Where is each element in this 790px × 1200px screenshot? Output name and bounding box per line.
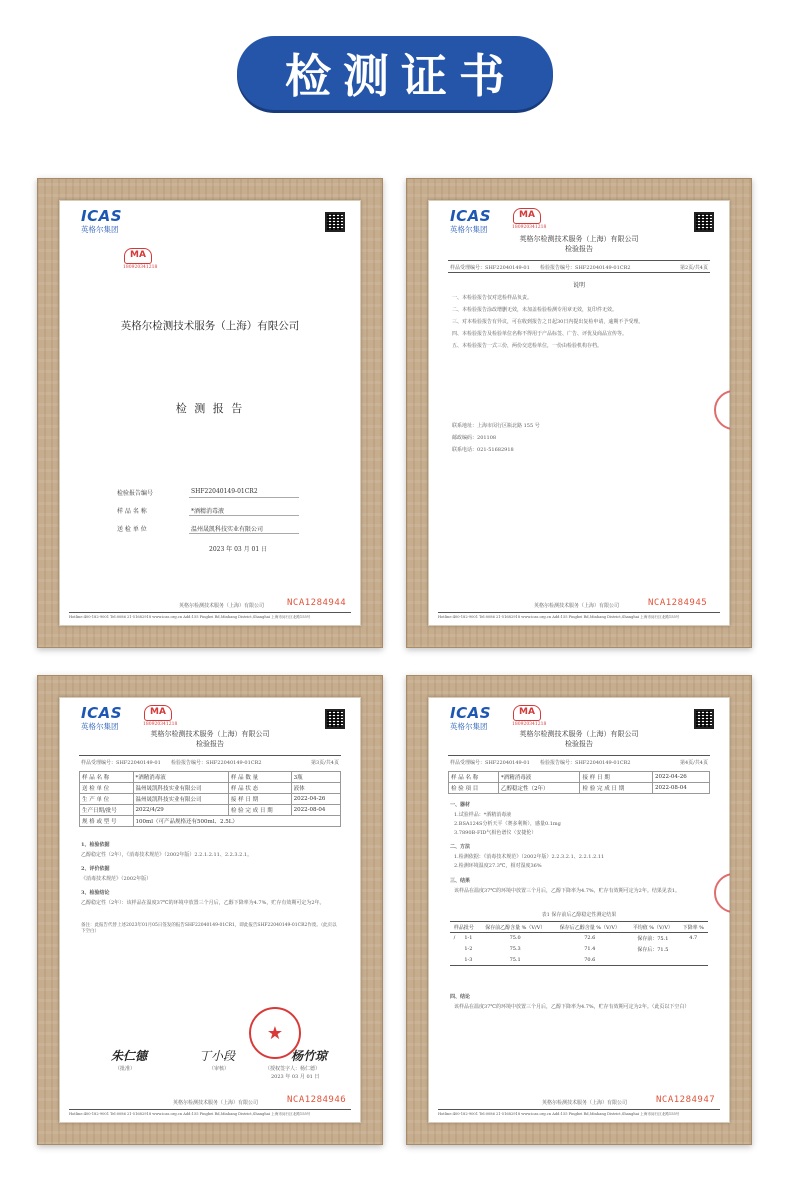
contact-value: 021-51682918 xyxy=(477,447,514,453)
check-no: SHF22040149-01CR2 xyxy=(575,265,631,271)
section-body: 乙醇稳定性（2年），《消毒技术规范》（2002年版）2.2.1.2.11、2.2.3.2.1。 xyxy=(81,852,253,858)
contact-label: 邮政编码： xyxy=(452,435,478,441)
certificate-frame-results[interactable] xyxy=(406,675,752,1145)
check-no: SHF22040149-01CR2 xyxy=(206,760,262,766)
page-number: 第2页/共4页 xyxy=(679,265,708,271)
icas-logo: ICAS 英格尔集团 xyxy=(81,704,123,731)
page-number: 第3页/共4页 xyxy=(310,760,339,766)
section-body: 《消毒技术规范》（2002年版） xyxy=(81,876,152,882)
table-row: 生 产 单 位 温州晟凯科技实业有限公司 接 样 日 期 2022-04-26 xyxy=(80,794,341,805)
table-row: 样 品 名 称 *酒精消毒液 接 样 日 期 2022-04-26 xyxy=(449,772,710,783)
certificate-frame-cover[interactable] xyxy=(37,178,383,648)
section-heading: 2、评价依据 xyxy=(81,866,110,872)
footer-company: 英格尔检测技术服务（上海）有限公司 xyxy=(542,1100,628,1106)
report-no: SHF22040149-01 xyxy=(116,760,161,766)
report-no: SHF22040149-01 xyxy=(485,760,530,766)
check-no: SHF22040149-01CR2 xyxy=(575,760,631,766)
field-label: 送 检 单 位 xyxy=(117,526,147,533)
footer-contact: Hotline:400-182-9001 Tel:0086 21-51682918 www.icas.org.cn Add:155 Pingbei Rd,Minhang District,Shanghai 上海市闵行区北路155号 xyxy=(438,1112,680,1116)
section-heading: 二、方法 xyxy=(450,844,471,850)
results-table xyxy=(450,921,708,966)
qr-code-icon xyxy=(325,709,345,729)
banner-title: 检测证书 xyxy=(285,49,517,103)
footer-company: 英格尔检测技术服务（上海）有限公司 xyxy=(534,603,620,609)
icas-logo: ICAS 英格尔集团 xyxy=(81,207,123,234)
table-row: 样品批号 保存前乙醇含量 %（V/V） 保存后乙醇含量 %（V/V） 平均值 %（V/V） 下降率 % xyxy=(450,922,708,933)
signer-role: （授权签字人：杨仁德） xyxy=(265,1066,321,1072)
note-item: 一、本检验报告仅对送检样品负责。 xyxy=(452,295,533,301)
section-heading: 3、检验结论 xyxy=(81,890,110,896)
report-no-label: 样品受理编号： xyxy=(450,265,486,271)
section-body: 1.试验样品：*酒精消毒液 2.BSA124S分析天平（赛多利斯），感量0.1mg 3.7890B-FID气相色谱仪（安捷伦） xyxy=(454,812,561,836)
table-title: 表1 保存前后乙醇稳定性测定结果 xyxy=(541,912,617,918)
nca-serial: NCA1284947 xyxy=(656,1095,716,1105)
section-heading: 三、结果 xyxy=(450,878,471,884)
table-row: 送 检 单 位 温州晟凯科技实业有限公司 样 品 状 态 液体 xyxy=(80,783,341,794)
table-row: 生产日期/批号 2022/4/29 检 验 完 成 日 期 2022-08-04 xyxy=(80,805,341,816)
cma-mark-icon: MA 180920341218 xyxy=(512,210,547,230)
section-heading: 1、检验依据 xyxy=(81,842,110,848)
signature-approver: 朱仁德 xyxy=(111,1049,148,1063)
contact-value: 201108 xyxy=(477,435,497,441)
sample-info-table xyxy=(448,771,710,794)
official-seal-icon: ★ xyxy=(249,1007,301,1059)
sign-date: 2023 年 03 月 01 日 xyxy=(271,1074,320,1080)
report-date: 2023 年 03 月 01 日 xyxy=(209,546,268,553)
seal-stamp-icon xyxy=(714,390,730,430)
icas-logo: ICAS 英格尔集团 xyxy=(450,207,492,234)
section-heading: 四、结论 xyxy=(450,994,471,1000)
section-body: 该样品在温度37℃的环境中放置三个月后，乙醇下降率为4.7%，贮存有效期可定为2年。结果见表1。 xyxy=(454,888,681,894)
footer-contact: Hotline:400-182-9001 Tel:0086 21-51682918 www.icas.org.cn Add:155 Pingbei Rd,Minhang District,Shanghai 上海市闵行区北路155号 xyxy=(438,615,680,619)
contact-value: 上海市闵行区瓶北路 155 号 xyxy=(477,423,540,429)
signer-role: （批准） xyxy=(115,1066,136,1072)
company-name: 英格尔检测技术服务（上海）有限公司 xyxy=(120,320,300,332)
certificate-page xyxy=(59,200,361,626)
report-title: 检 测 报 告 xyxy=(175,402,245,415)
title-banner xyxy=(237,36,553,110)
check-no-label: 检验报告编号： xyxy=(540,760,576,766)
check-no-label: 检验报告编号： xyxy=(540,265,576,271)
notes-heading: 说明 xyxy=(572,282,585,289)
signature-authorized: 杨竹琼 xyxy=(291,1049,328,1063)
cma-mark-icon: MA 180920341218 xyxy=(143,707,178,727)
footer-company: 英格尔检测技术服务（上海）有限公司 xyxy=(179,603,265,609)
field-value: *酒精消毒液 xyxy=(191,508,225,515)
conclusion-text: 该样品在温度37℃的环境中放置三个月后，乙醇下降率为4.7%，贮存有效期可定为2年。（此页以下空白） xyxy=(454,1004,690,1010)
remark: 备注：此报告代替上述2023年01月05日签发的报告SHF22040149-01CR1，即此报告SHF22040149-01CR2作废。（此页以下空白） xyxy=(81,923,337,934)
section-heading: 一、器材 xyxy=(450,802,471,808)
company-name: 英格尔检测技术服务（上海）有限公司 xyxy=(150,730,270,738)
seal-stamp-icon xyxy=(714,873,730,913)
sample-info-table xyxy=(79,771,341,827)
table-row: 1-3 75.1 70.6 xyxy=(450,955,708,966)
qr-code-icon xyxy=(325,212,345,232)
qr-code-icon xyxy=(694,709,714,729)
footer-contact: Hotline:400-182-9001 Tel:0086 21-51682918 www.icas.org.cn Add:155 Pingbei Rd,Minhang District,Shanghai 上海市闵行区北路155号 xyxy=(69,615,311,619)
nca-serial: NCA1284946 xyxy=(287,1095,347,1105)
note-item: 二、本检验报告涂改增删无效，未加盖检验检测专用章无效，复印件无效。 xyxy=(452,307,618,313)
nca-serial: NCA1284944 xyxy=(287,598,347,608)
report-no: SHF22040149-01 xyxy=(485,265,530,271)
table-row: 检 验 项 目 乙醇稳定性（2年） 检 验 完 成 日 期 2022-08-04 xyxy=(449,783,710,794)
signer-role: （审核） xyxy=(209,1066,230,1072)
qr-code-icon xyxy=(694,212,714,232)
field-label: 样 品 名 称 xyxy=(117,508,147,515)
company-name: 英格尔检测技术服务（上海）有限公司 xyxy=(519,235,639,243)
report-title: 检验报告 xyxy=(196,740,224,748)
certificate-page xyxy=(428,200,730,626)
contact-label: 联系电话： xyxy=(452,447,478,453)
report-title: 检验报告 xyxy=(565,740,593,748)
field-label: 检验报告编号 xyxy=(117,490,154,497)
report-title: 检验报告 xyxy=(565,245,593,253)
report-no-label: 样品受理编号： xyxy=(81,760,117,766)
note-item: 三、对本检验报告有异议，可在收到报告之日起30日内提出复检申请，逾期不予受理。 xyxy=(452,319,644,325)
signature-reviewer: 丁小段 xyxy=(199,1049,236,1063)
report-no-label: 样品受理编号： xyxy=(450,760,486,766)
check-no-label: 检验报告编号： xyxy=(171,760,207,766)
nca-serial: NCA1284945 xyxy=(648,598,708,608)
note-item: 四、本检验报告及检验单位名称不得用于产品标签、广告、评优及商品宣传等。 xyxy=(452,331,628,337)
certificate-frame-details[interactable] xyxy=(37,675,383,1145)
page-number: 第4页/共4页 xyxy=(679,760,708,766)
certificate-frame-notes[interactable] xyxy=(406,178,752,648)
section-body: 乙醇稳定性（2年）：该样品在温度37℃的环境中放置三个月后，乙醇下降率为4.7%，贮存有效期可定为2年。 xyxy=(81,900,325,906)
certificate-page xyxy=(428,697,730,1123)
contact-label: 联系地址： xyxy=(452,423,478,429)
table-row: 样 品 名 称 *酒精消毒液 样 品 数 量 3瓶 xyxy=(80,772,341,783)
footer-company: 英格尔检测技术服务（上海）有限公司 xyxy=(173,1100,259,1106)
field-value: SHF22040149-01CR2 xyxy=(191,488,258,495)
section-body: 1.检测依据：《消毒技术规范》（2002年版）2.2.3.2.1、2.2.1.2.11 2.检测环境温度27.3℃，相对湿度36% xyxy=(454,854,605,869)
footer-contact: Hotline:400-182-9001 Tel:0086 21-51682918 www.icas.org.cn Add:155 Pingbei Rd,Minhang District,Shanghai 上海市闵行区北路155号 xyxy=(69,1112,311,1116)
table-row: 规 格 或 型 号 100ml（可产品规格还有500ml、2.5L） xyxy=(80,816,341,827)
cma-mark-icon: MA 180920341218 xyxy=(123,250,158,270)
company-name: 英格尔检测技术服务（上海）有限公司 xyxy=(519,730,639,738)
icas-logo: ICAS 英格尔集团 xyxy=(450,704,492,731)
table-row: / 1-1 75.0 72.6 保存前：75.1 4.7 xyxy=(453,935,698,942)
field-value: 温州晟凯科技实业有限公司 xyxy=(191,526,264,533)
cma-mark-icon: MA 180920341218 xyxy=(512,707,547,727)
certificate-page xyxy=(59,697,361,1123)
note-item: 五、本检验报告一式三份，两份交送检单位，一份由检验机构存档。 xyxy=(452,343,603,349)
table-row: 1-2 75.3 71.4 保存后：71.5 xyxy=(464,946,669,953)
